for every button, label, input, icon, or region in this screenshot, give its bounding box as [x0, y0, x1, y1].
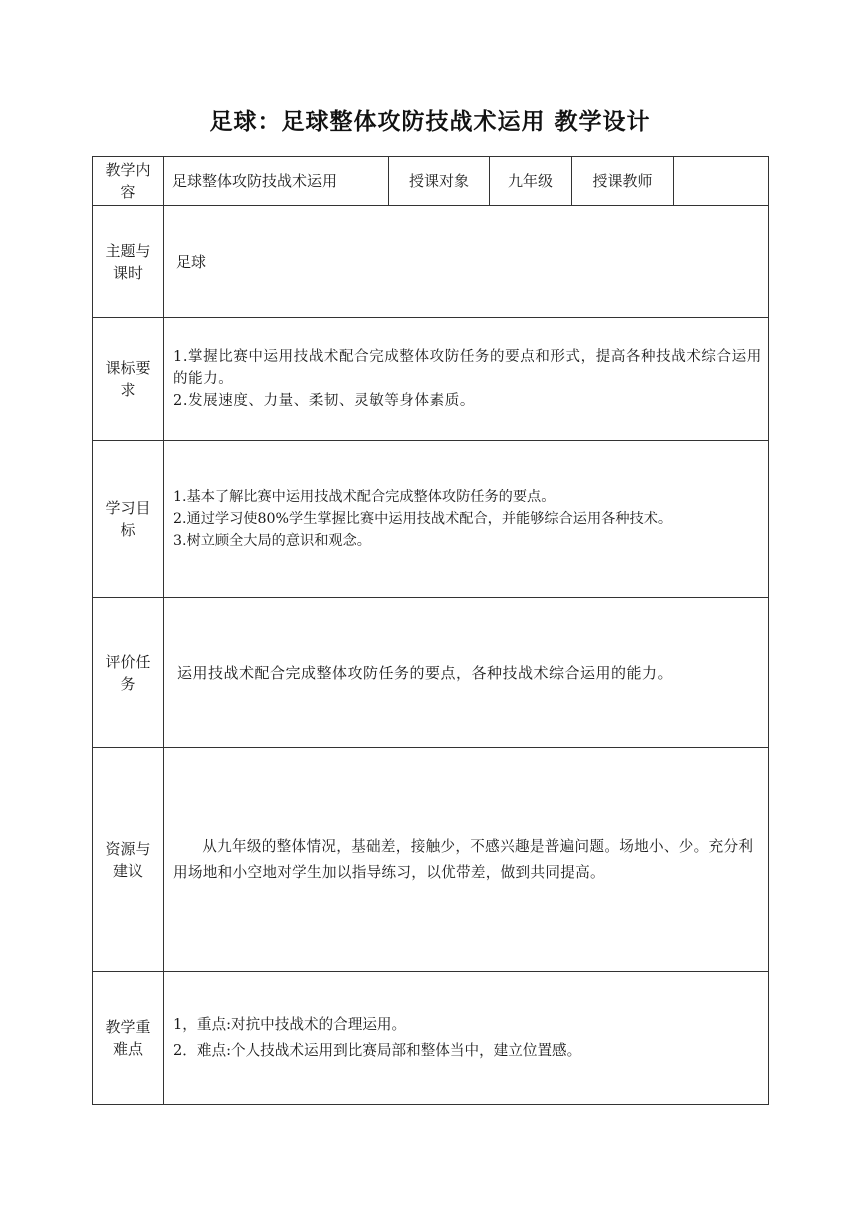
label-teaching-content-text: 教学内容: [105, 161, 151, 201]
teaching-content-value: 足球整体攻防技战术运用: [163, 156, 389, 206]
key-point-line: 1，重点:对抗中技战术的合理运用。: [173, 1016, 407, 1033]
label-topic-periods-text: 主题与课时: [105, 241, 151, 282]
audience-value: 九年级: [489, 156, 572, 206]
teacher-label: 授课教师: [571, 156, 674, 206]
topic-line: 足球: [176, 252, 207, 271]
teacher-value: [673, 156, 769, 206]
assessment-line: 运用技战术配合完成整体攻防任务的要点，各种技战术综合运用的能力。: [177, 663, 674, 682]
label-key-difficult-points: [92, 971, 164, 1105]
assessment-tasks-content: [163, 597, 769, 748]
page-title: 足球：足球整体攻防技战术运用 教学设计: [209, 109, 651, 135]
learning-objectives-content: [163, 440, 769, 598]
resources-paragraph: 从九年级的整体情况，基础差，接触少，不感兴趣是普遍问题。场地小、少。充分利用场地和小空地对学生加以指导练习，以优带差，做到共同提高。: [173, 837, 754, 881]
topic-periods-content: [163, 205, 769, 318]
standards-line-1: 1.掌握比赛中运用技战术配合完成整体攻防任务的要点和形式，提高各种技战术综合运用的能力。: [173, 349, 762, 387]
label-resources-suggestions: [92, 747, 164, 972]
label-learning-objectives: [92, 440, 164, 598]
standards-line-2: 2.发展速度、力量、柔韧、灵敏等身体素质。: [173, 393, 475, 409]
label-key-difficult-points-text: 教学重难点: [105, 1018, 151, 1058]
resources-suggestions-content: [163, 747, 769, 972]
label-assessment-tasks: [92, 597, 164, 748]
objective-line-1: 1.基本了解比赛中运用技战术配合完成整体攻防任务的要点。: [173, 489, 556, 505]
label-topic-periods: [92, 205, 164, 318]
label-learning-objectives-text: 学习目标: [105, 499, 151, 539]
label-curriculum-standards: [92, 317, 164, 441]
curriculum-standards-content: [163, 317, 769, 441]
objective-line-2: 2.通过学习使80%学生掌握比赛中运用技战术配合，并能够综合运用各种技术。: [173, 511, 673, 527]
audience-label: 授课对象: [388, 156, 490, 206]
label-curriculum-standards-text: 课标要求: [105, 359, 151, 399]
difficult-point-line: 2．难点:个人技战术运用到比赛局部和整体当中，建立位置感。: [173, 1042, 582, 1059]
key-difficult-points-content: [163, 971, 769, 1105]
objective-line-3: 3.树立顾全大局的意识和观念。: [173, 533, 371, 549]
label-teaching-content: [92, 156, 164, 206]
label-resources-suggestions-text: 资源与建议: [105, 839, 151, 880]
label-assessment-tasks-text: 评价任务: [105, 652, 151, 693]
